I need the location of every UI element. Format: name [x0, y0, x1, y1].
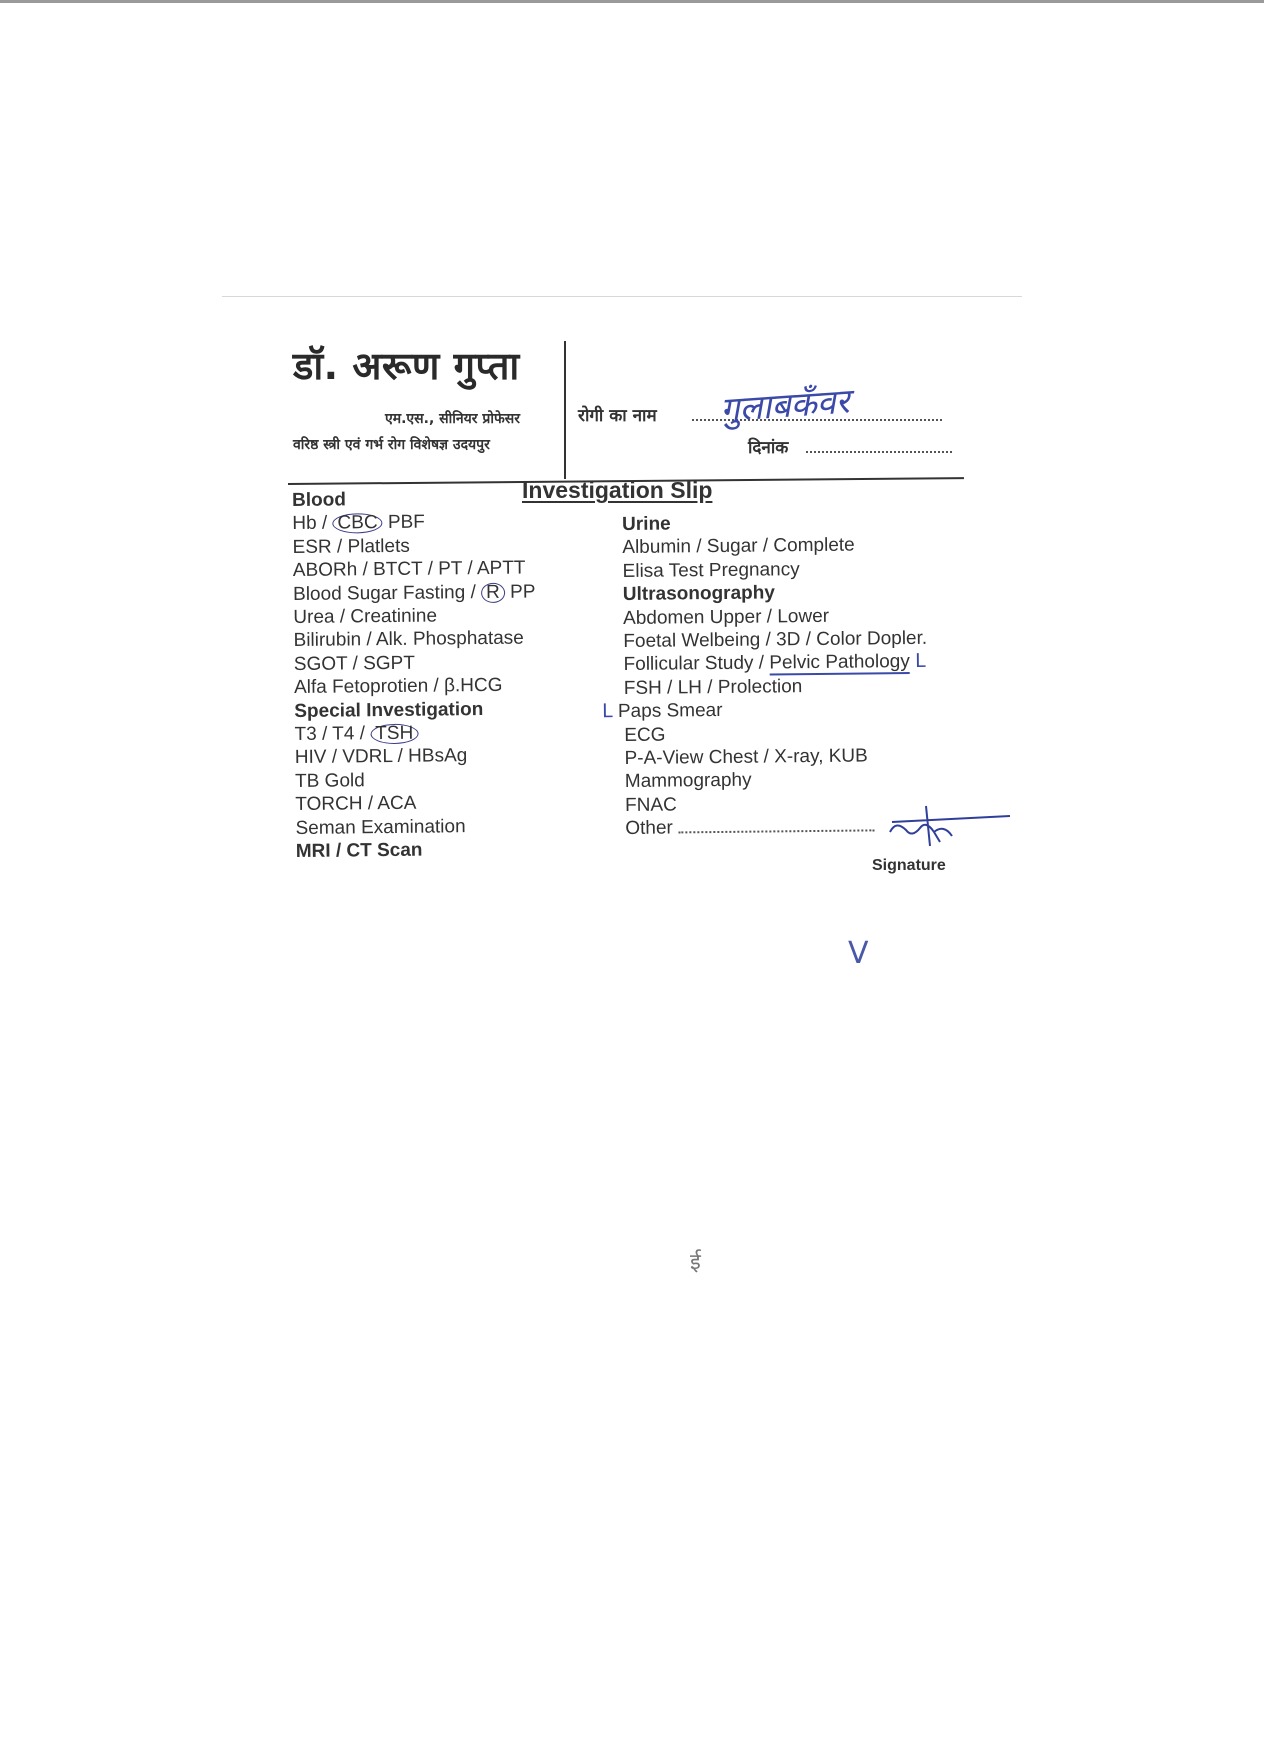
item-bsf-pp: PP — [509, 581, 536, 603]
item-alfa: Alfa Fetoprotien / β.HCG — [293, 675, 503, 699]
doctor-qualification: एम.एस., सीनियर प्रोफेसर — [385, 411, 520, 427]
patient-name-handwritten: गुलाबकँवर — [718, 381, 851, 431]
list-item — [623, 650, 927, 677]
tick-mark-paps: L — [601, 700, 613, 723]
item-ecg: ECG — [624, 724, 666, 746]
special-heading: Special Investigation — [294, 698, 484, 722]
item-pelvic-underlined: Pelvic Pathology — [769, 651, 910, 674]
investigation-slip — [222, 296, 1022, 897]
list-item — [292, 510, 535, 536]
signature-label: Signature — [872, 857, 946, 874]
item-cbc-circled: CBC — [332, 513, 382, 534]
item-t3: T3 / T4 / — [294, 723, 366, 746]
item-esr: ESR / Platlets — [292, 535, 410, 558]
date-field[interactable] — [806, 439, 952, 453]
patient-name-label: रोगी का नाम — [578, 406, 657, 426]
item-urea: Urea / Creatinine — [293, 605, 438, 629]
usg-heading: Ultrasonography — [622, 582, 775, 606]
check-mark: V — [848, 936, 869, 971]
item-bilirubin: Bilirubin / Alk. Phosphatase — [293, 628, 524, 652]
date-label: दिनांक — [748, 438, 789, 458]
item-pbf: PBF — [387, 512, 425, 534]
item-bsf: Blood Sugar Fasting / — [292, 581, 476, 605]
other-field[interactable] — [678, 818, 874, 834]
doctor-name: डॉ. अरूण गुप्ता — [293, 344, 520, 388]
item-seman: Seman Examination — [295, 815, 466, 839]
item-follicular: Follicular Study / — [623, 652, 765, 676]
item-tb: TB Gold — [294, 770, 365, 792]
item-abdomen: Abdomen Upper / Lower — [622, 605, 830, 629]
item-other: Other — [625, 817, 673, 840]
list-item — [293, 580, 536, 606]
item-hiv: HIV / VDRL / HBsAg — [294, 745, 468, 769]
signature-scribble — [882, 802, 1012, 852]
slip-title: Investigation Slip — [522, 477, 713, 503]
item-tsh-circled: TSH — [370, 724, 418, 745]
item-bsf-r-circled: R — [481, 582, 505, 602]
item-foetal: Foetal Welbeing / 3D / Color Dopler. — [623, 627, 928, 653]
blood-heading: Blood — [292, 489, 347, 511]
mri-heading: MRI / CT Scan — [295, 839, 423, 863]
item-torch: TORCH / ACA — [295, 792, 417, 816]
item-hb: Hb / — [292, 513, 328, 535]
urine-heading: Urine — [622, 513, 671, 535]
tick-mark-pelvic: L — [914, 650, 926, 673]
item-elisa: Elisa Test Pregnancy — [622, 558, 800, 582]
item-fnac: FNAC — [624, 794, 677, 816]
right-column — [601, 510, 929, 841]
item-pav: P-A-View Chest / X-ray, KUB — [624, 745, 868, 770]
stray-mark: ई — [690, 1250, 701, 1275]
left-column — [292, 486, 538, 863]
item-aborh: ABORh / BTCT / PT / APTT — [292, 557, 526, 582]
item-paps: Paps Smear — [617, 700, 723, 723]
header-divider-vertical — [564, 341, 566, 479]
scan-edge — [0, 0, 1264, 3]
doctor-specialty: वरिष्ठ स्त्री एवं गर्भ रोग विशेषज्ञ उदयपुर — [293, 437, 490, 453]
item-sgot: SGOT / SGPT — [293, 652, 416, 675]
list-item — [294, 721, 537, 747]
list-item — [602, 697, 928, 724]
item-mammo: Mammography — [624, 770, 752, 793]
item-fsh: FSH / LH / Prolection — [623, 675, 803, 699]
item-albumin: Albumin / Sugar / Complete — [622, 534, 855, 559]
